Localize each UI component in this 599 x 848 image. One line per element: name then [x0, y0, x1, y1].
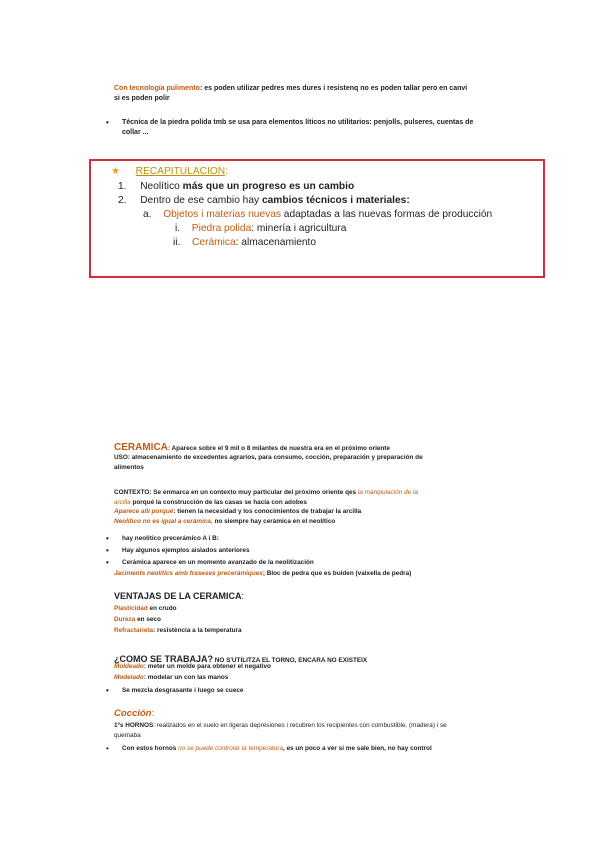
- recap-sub-i: [175, 222, 346, 235]
- contexto-text: porqué la construcción de las casas se hacía con adobes: [130, 498, 307, 506]
- coccion-bullet-highlight: no se puede controlar la temperatura: [178, 745, 283, 752]
- recap-item-text: Neolítico: [140, 181, 183, 192]
- contexto-label: CONTEXTO: [114, 489, 150, 496]
- ventaja-text: : resistència a la temperatura: [153, 627, 242, 634]
- ceramica-title-rest: : Aparece sobre el 9 mil o 8 milantes de nuestra era en el próximo oriente: [167, 445, 390, 452]
- list-number: 1.: [118, 181, 127, 192]
- trabaja-title-rest: NO S'UTILITZA EL TORNO, ENCARA NO EXISTEIX: [213, 657, 368, 664]
- uso-line: alimentos: [114, 463, 144, 471]
- list-item: • Hay algunos ejemplos aislados anteriores: [122, 546, 250, 556]
- ventaja-text: en seco: [135, 616, 161, 623]
- tecnica-text: : modelar un con las manos: [143, 674, 229, 681]
- contexto-text: : Se enmarca en un contexto muy particular del próximo oriente qes: [149, 489, 358, 496]
- recap-sub-highlight: Piedra polida: [191, 223, 252, 234]
- jaciments-line: [114, 569, 411, 579]
- recap-item-text: Dentro de ese cambio hay: [140, 195, 262, 206]
- aparece-text: : tienen la necesidad y los conocimientos de trabajar la arcilla: [173, 508, 362, 515]
- list-item: • Se mezcla desgrasante i luego se cuece: [122, 686, 243, 696]
- ventaja-label: Dureza: [114, 616, 136, 623]
- coccion-paragraph: [114, 721, 524, 740]
- neolitico-text: no siempre hay cerámica en el neolítico: [212, 517, 336, 525]
- trabaja-title: ¿COMO SE TRABAJA?: [114, 654, 213, 664]
- ventaja-label: Plasticidad: [114, 605, 148, 612]
- bullet-piedra-polida: [122, 118, 522, 138]
- ventaja-label: Refractarieta: [114, 627, 154, 634]
- intro-paragraph: [114, 84, 524, 104]
- jaciments-text: ; Bloc de pedra que es buiden (vaixella de pedra): [262, 570, 412, 577]
- coccion-colon: :: [151, 708, 155, 719]
- uso-line: USO: almacenamiento de excedentes agrarios, para consumo, cocción, preparación y preparación de: [114, 454, 423, 461]
- recap-item-2: [118, 194, 410, 207]
- list-letter: a.: [143, 209, 152, 220]
- intro-text: : es poden utilizar pedres mes dures i resistenq no es poden tallar pero en canvi: [199, 85, 468, 92]
- tecnica-label: Moldeado: [114, 663, 144, 670]
- hornos-ordinal: 1º: [114, 722, 120, 729]
- ventajas-title: VENTAJAS DE LA CERAMICA: [114, 591, 242, 601]
- list-number: 2.: [118, 195, 127, 206]
- hornos-text: : realizados en el suelo en ligeras depresiones i recubren los recipientes con combustible. (madera) i se: [153, 722, 447, 729]
- list-item: • hay neolitico precerámico A i B:: [122, 534, 219, 544]
- aparece-label: Aparece allí porqué: [114, 508, 174, 515]
- recap-item-bold: cambios técnicos i materiales:: [261, 195, 410, 206]
- contexto-highlight: la manipulación de la: [357, 489, 418, 496]
- recap-sub-text: : minería i agricultura: [251, 223, 347, 234]
- bullet-line: collar ...: [122, 129, 149, 136]
- list-item: • Cerámica aparece en un momento avanzado de la neolitización: [122, 558, 314, 568]
- list-item: [122, 744, 432, 754]
- recap-colon: :: [225, 166, 228, 177]
- recap-sub-highlight: Objetos i materias nuevas: [163, 209, 281, 220]
- list-roman: ii.: [173, 237, 181, 248]
- ventajas-list: [114, 604, 242, 636]
- bullet-line: • Técnica de la piedra polida tmb se usa para elementos líticos no utilitarios: penjolls, pulseres, cuentas de: [122, 119, 474, 126]
- recap-title-line: [111, 165, 228, 178]
- ventajas-colon: :: [241, 591, 245, 601]
- intro-text-l2: si es poden polir: [114, 95, 170, 102]
- recap-title: RECAPITULACION: [135, 166, 226, 177]
- star-icon: ★: [111, 166, 120, 177]
- trabaja-list: [114, 662, 271, 683]
- ventajas-heading: [114, 591, 244, 601]
- coccion-heading: [114, 708, 154, 719]
- coccion-bullet-text: Con estos hornos: [122, 745, 179, 752]
- recap-item-1: [118, 180, 354, 193]
- hornos-text-l2: quemaba: [114, 731, 141, 739]
- tecnica-label: Modelado: [114, 674, 144, 681]
- coccion-title: Cocción: [114, 708, 152, 719]
- ceramica-title: CERAMICA: [114, 442, 168, 453]
- recap-sub-text: : almacenamiento: [235, 237, 317, 248]
- tecnica-text: : meter un molde para obtener el negativo: [143, 663, 271, 670]
- ceramica-contexto: [114, 488, 524, 526]
- contexto-highlight: arcilla: [114, 498, 131, 506]
- list-roman: i.: [175, 223, 181, 234]
- recap-sub-ii: [173, 236, 316, 249]
- ventaja-text: en crudo: [147, 605, 177, 612]
- recap-sub-a: [143, 208, 492, 221]
- jaciments-label: Jaciments neolítics amb fraseses preceràmiques: [114, 570, 263, 577]
- ceramica-uso: [114, 453, 524, 472]
- recap-item-bold: más que un progreso es un cambio: [182, 181, 355, 192]
- recap-sub-highlight: Cerámica: [192, 237, 236, 248]
- coccion-bullet-text: , es un poco a ver si me sale bien, no hay control: [282, 745, 432, 752]
- intro-label: Con tecnología pulimento: [114, 85, 200, 92]
- recap-sub-text: adaptadas a las nuevas formas de producción: [280, 209, 493, 220]
- neolitico-label: Neolítico no es igual a cerámica,: [114, 517, 213, 525]
- hornos-label: s HORNOS: [119, 722, 154, 729]
